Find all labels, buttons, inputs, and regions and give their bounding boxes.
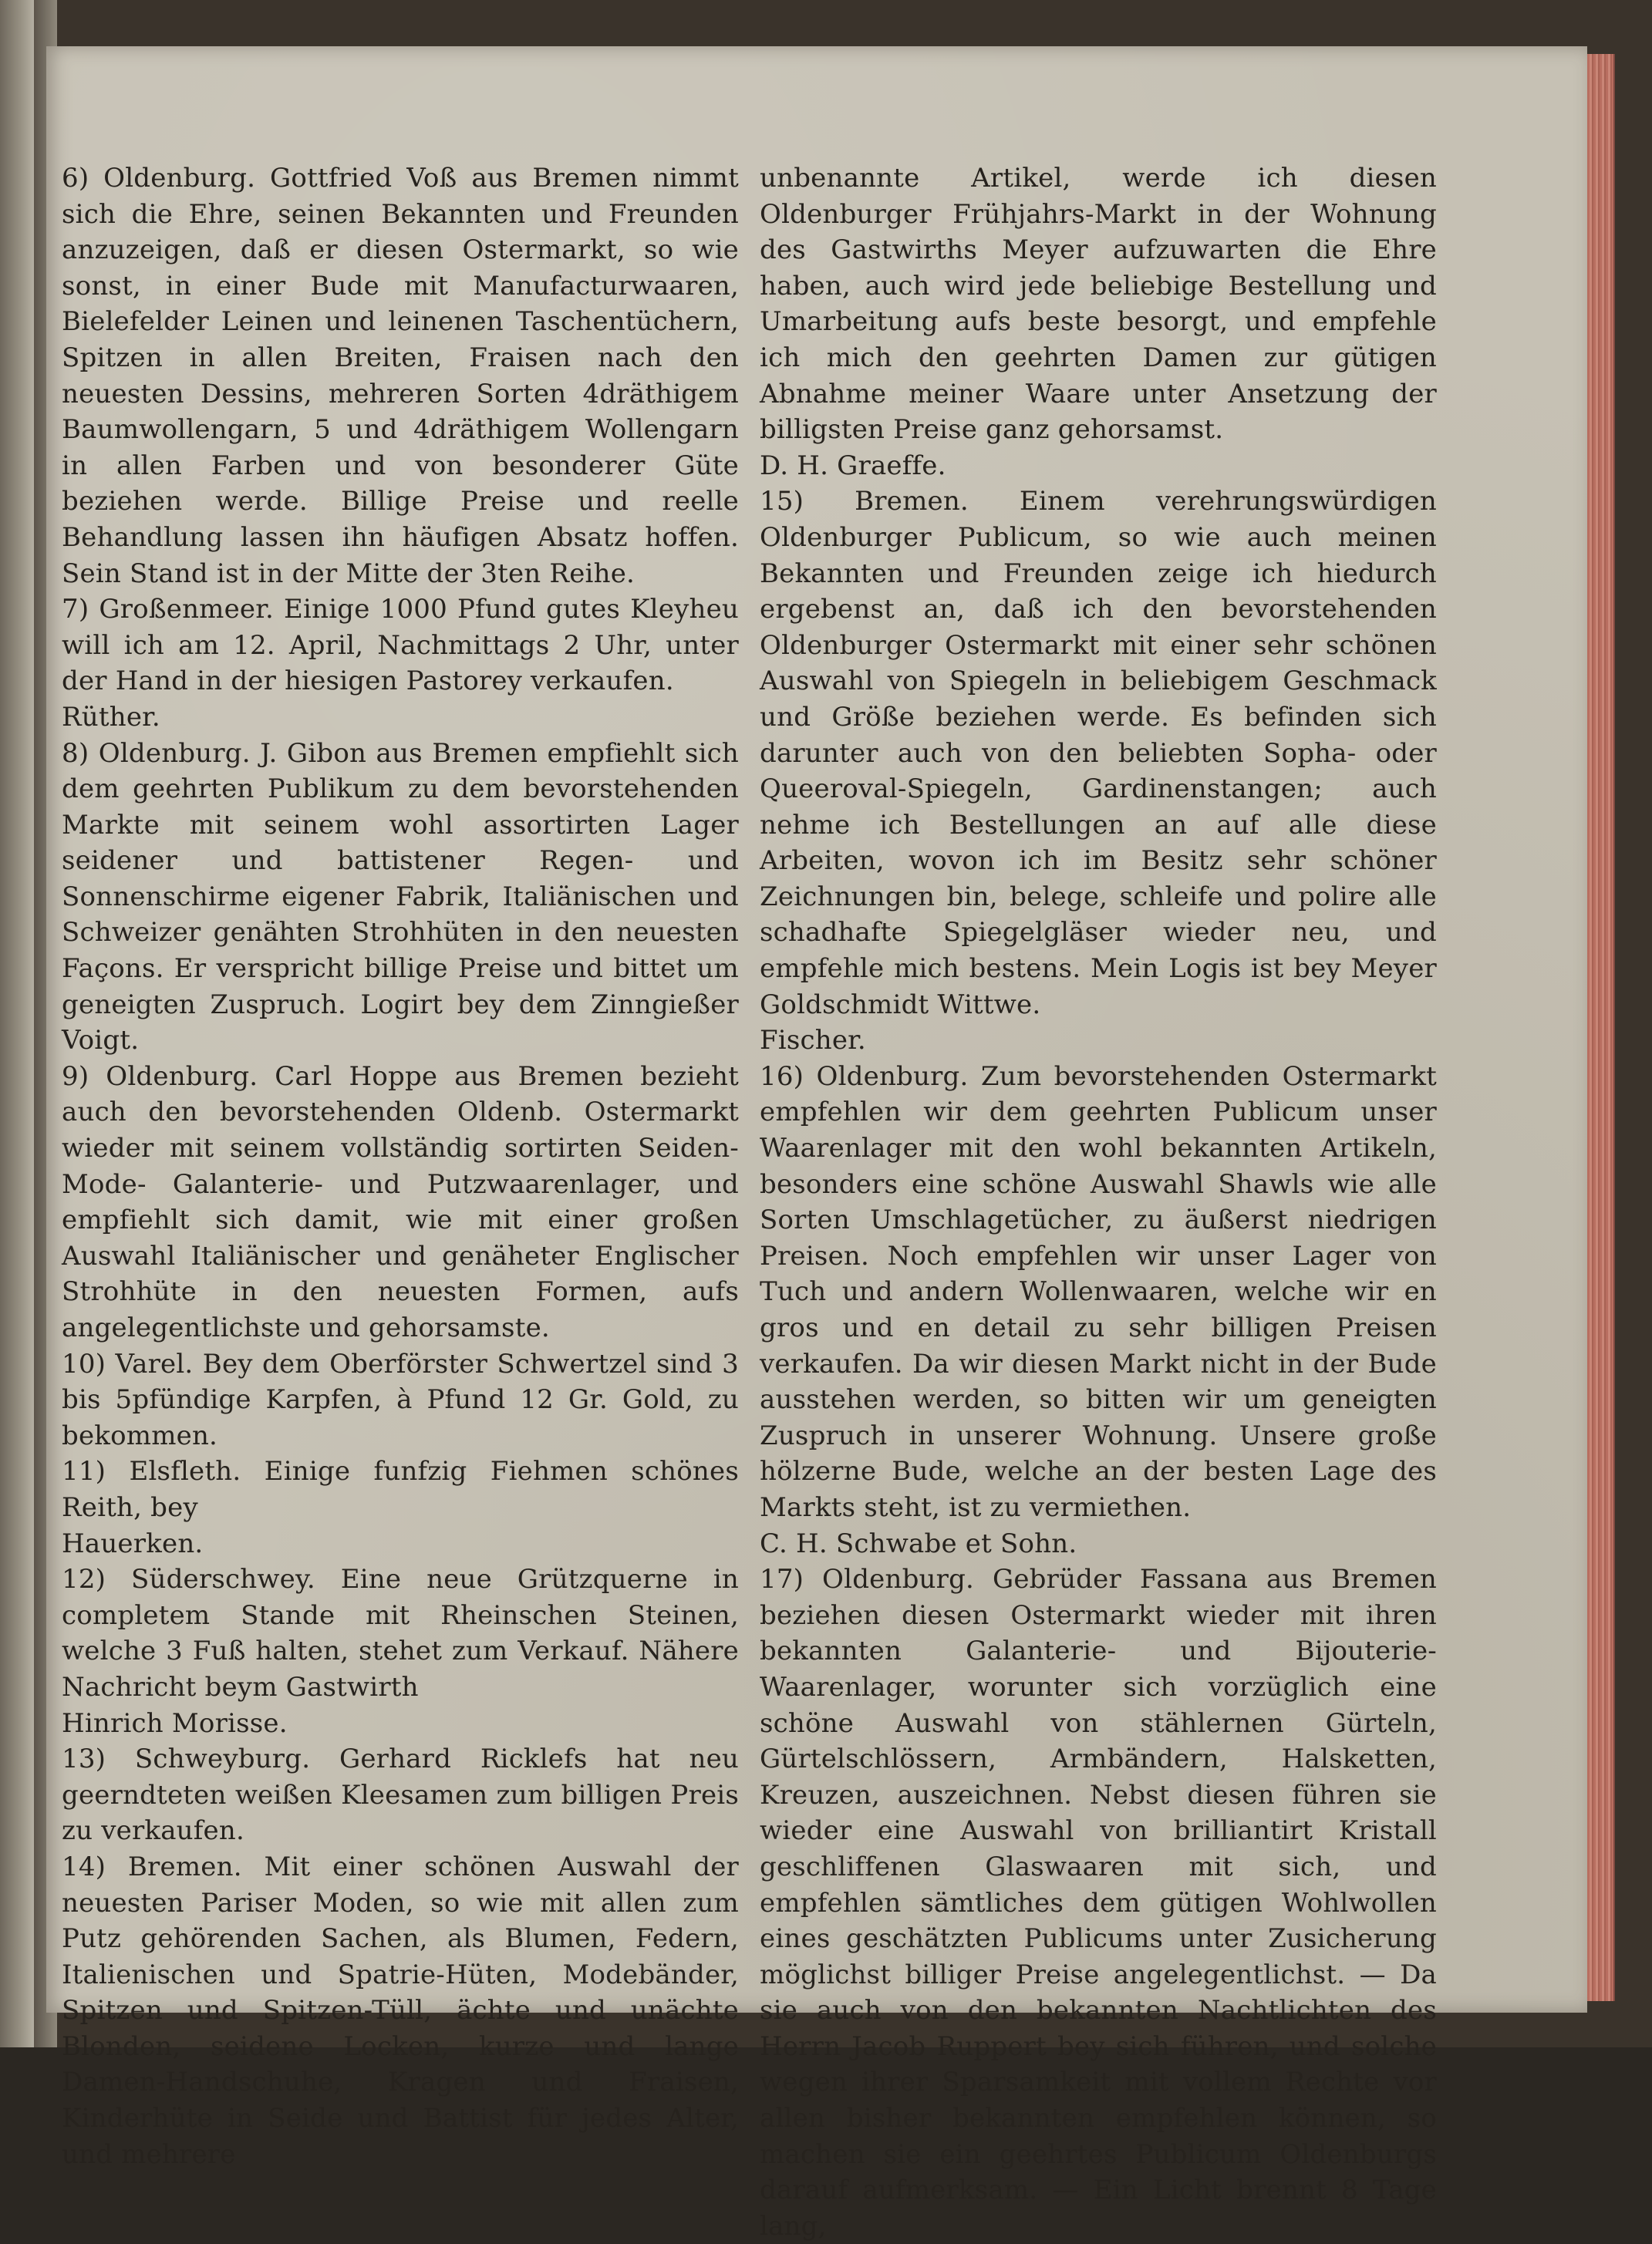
ad-7-signature: Rüther.: [62, 701, 160, 733]
ad-13-schweyburg: 13) Schweyburg. Gerhard Ricklefs hat neu geerndteten weißen Kleesamen zum billigen Preis zu verkaufen.: [62, 1744, 739, 1847]
ad-16-oldenburg: 16) Oldenburg. Zum bevorstehenden Ostermarkt empfehlen wir dem geehrten Publicum unser Waarenlager mit den wohl bekannten Artikeln, besonders eine schöne Auswahl Shawls wie alle Sorten Umschlagetücher, zu äußerst niedrigen Preisen. Noch empfehlen wir unser Lager von Tuch und andern Wollenwaaren, welche wir en gros und en detail zu sehr billigen Preisen verkaufen. Da wir diesen Markt nicht in der Bude ausstehen werden, so bitten wir um geneigten Zuspruch in unserer Wohnung. Unsere große hölzerne Bude, welche an der besten Lage des Markts steht, ist zu vermiethen.: [760, 1060, 1437, 1523]
ad-15-signature: Fischer.: [760, 1025, 866, 1056]
right-column: [760, 160, 1437, 2244]
ad-11-signature: Hauerken.: [62, 1528, 204, 1559]
ad-6-oldenburg-voss: 6) Oldenburg. Gottfried Voß aus Bremen nimmt sich die Ehre, seinen Bekannten und Freunden anzuzeigen, daß er diesen Ostermarkt, so wie sonst, in einer Bude mit Manufacturwaaren, Bielefelder Leinen und leinenen Taschentüchern, Spitzen in allen Breiten, Fraisen nach den neuesten Dessins, mehreren Sorten 4dräthigem Baumwollengarn, 5 und 4dräthigem Wollengarn in allen Farben und von besonderer Güte beziehen werde. Billige Preise und reelle Behandlung lassen ihn häufigen Absatz hoffen. Sein Stand ist in der Mitte der 3ten Reihe.: [62, 163, 739, 589]
ad-12-signature: Hinrich Morisse.: [62, 1707, 288, 1739]
ad-14-bremen: 14) Bremen. Mit einer schönen Auswahl der neuesten Pariser Moden, so wie mit allen zum Putz gehörenden Sachen, als Blumen, Federn, Italienischen und Spatrie-Hüten, Modebänder, Spitzen und Spitzen-Tüll, ächte und unächte Blonden, seidene Locken, kurze und lange Damen-Handschuhe, Kragen und Fraisen, Kinderhüte in Seide und Battist für jedes Alter, und mehrere: [62, 1851, 739, 2170]
left-column: [62, 160, 739, 2172]
ad-7-grossenmeer: 7) Großenmeer. Einige 1000 Pfund gutes Kleyheu will ich am 12. April, Nachmittags 2 Uhr, unter der Hand in der hiesigen Pastorey verkaufen.: [62, 594, 739, 697]
ad-16-signature: C. H. Schwabe et Sohn.: [760, 1528, 1077, 1559]
facing-page-edge: [0, 0, 37, 2047]
ad-9-oldenburg-hoppe: 9) Oldenburg. Carl Hoppe aus Bremen bezieht auch den bevorstehenden Oldenb. Ostermarkt wieder mit seinem vollständig sortirten Seiden- Mode- Galanterie- und Putzwaarenlager, und empfiehlt sich damit, wie mit einer großen Auswahl Italiänischer und genäheter Englischer Strohhüte in den neuesten Formen, aufs angelegentlichste und gehorsamste.: [62, 1060, 739, 1343]
ad-10-varel: 10) Varel. Bey dem Oberförster Schwertzel sind 3 bis 5pfündige Karpfen, à Pfund 12 Gr. Gold, zu bekommen.: [62, 1348, 739, 1451]
ad-14-continued: unbenannte Artikel, werde ich diesen Oldenburger Frühjahrs-Markt in der Wohnung des Gastwirths Meyer aufzuwarten die Ehre haben, auch wird jede beliebige Bestellung und Umarbeitung aufs beste besorgt, und empfehle ich mich den geehrten Damen zur gütigen Abnahme meiner Waare unter Ansetzung der billigsten Preise ganz gehorsamst.: [760, 163, 1437, 446]
page-edges: [1587, 54, 1615, 2001]
ad-15-bremen: 15) Bremen. Einem verehrungswürdigen Oldenburger Publicum, so wie auch meinen Bekannten und Freunden zeige ich hiedurch ergebenst an, daß ich den bevorstehenden Oldenburger Ostermarkt mit einer sehr schönen Auswahl von Spiegeln in beliebigem Geschmack und Größe beziehen werde. Es befinden sich darunter auch von den beliebten Sopha- oder Queeroval-Spiegeln, Gardinenstangen; auch nehme ich Bestellungen an auf alle diese Arbeiten, wovon ich im Besitz sehr schöner Zeichnungen bin, belege, schleife und polire alle schadhafte Spiegelgläser wieder neu, und empfehle mich bestens. Mein Logis ist bey Meyer Goldschmidt Wittwe.: [760, 486, 1437, 1020]
ad-11-elsfleth: 11) Elsfleth. Einige funfzig Fiehmen schönes Reith, bey: [62, 1456, 739, 1523]
ad-12-suederschwey: 12) Süderschwey. Eine neue Grützquerne in completem Stande mit Rheinschen Steinen, welche 3 Fuß halten, stehet zum Verkauf. Nähere Nachricht beym Gastwirth: [62, 1564, 739, 1703]
ad-17-oldenburg-fassana: 17) Oldenburg. Gebrüder Fassana aus Bremen beziehen diesen Ostermarkt wieder mit ihren bekannten Galanterie- und Bijouterie-Waarenlager, worunter sich vorzüglich eine schöne Auswahl von stählernen Gürteln, Gürtelschlössern, Armbändern, Halsketten, Kreuzen, auszeichnen. Nebst diesen führen sie wieder eine Auswahl von brilliantirt Kristall geschliffenen Glaswaaren mit sich, und empfehlen sämtliches dem gütigen Wohlwollen eines geschätzten Publicums unter Zusicherung möglichst billiger Preise angelegentlichst. — Da sie auch von den bekannten Nachtlichten des Herrn Jacob Ruppert bey sich führen, und solche wegen ihrer Sparsamkeit mit vollem Rechte vor allen bisher bekannten empfehlen können, so machen sie ein geehrtes Publicum Oldenburgs darauf aufmerksam. — Ein Licht brennt 8 Tage lang,: [760, 1564, 1437, 2242]
ad-14-signature: D. H. Graeffe.: [760, 450, 946, 481]
ad-8-oldenburg-gibon: 8) Oldenburg. J. Gibon aus Bremen empfiehlt sich dem geehrten Publikum zu dem bevorstehenden Markte mit seinem wohl assortirten Lager seidener und battistener Regen- und Sonnenschirme eigener Fabrik, Italiänischen und Schweizer genähten Strohhüten in den neuesten Façons. Er verspricht billige Preise und bittet um geneigten Zuspruch. Logirt bey dem Zinngießer Voigt.: [62, 737, 739, 1056]
